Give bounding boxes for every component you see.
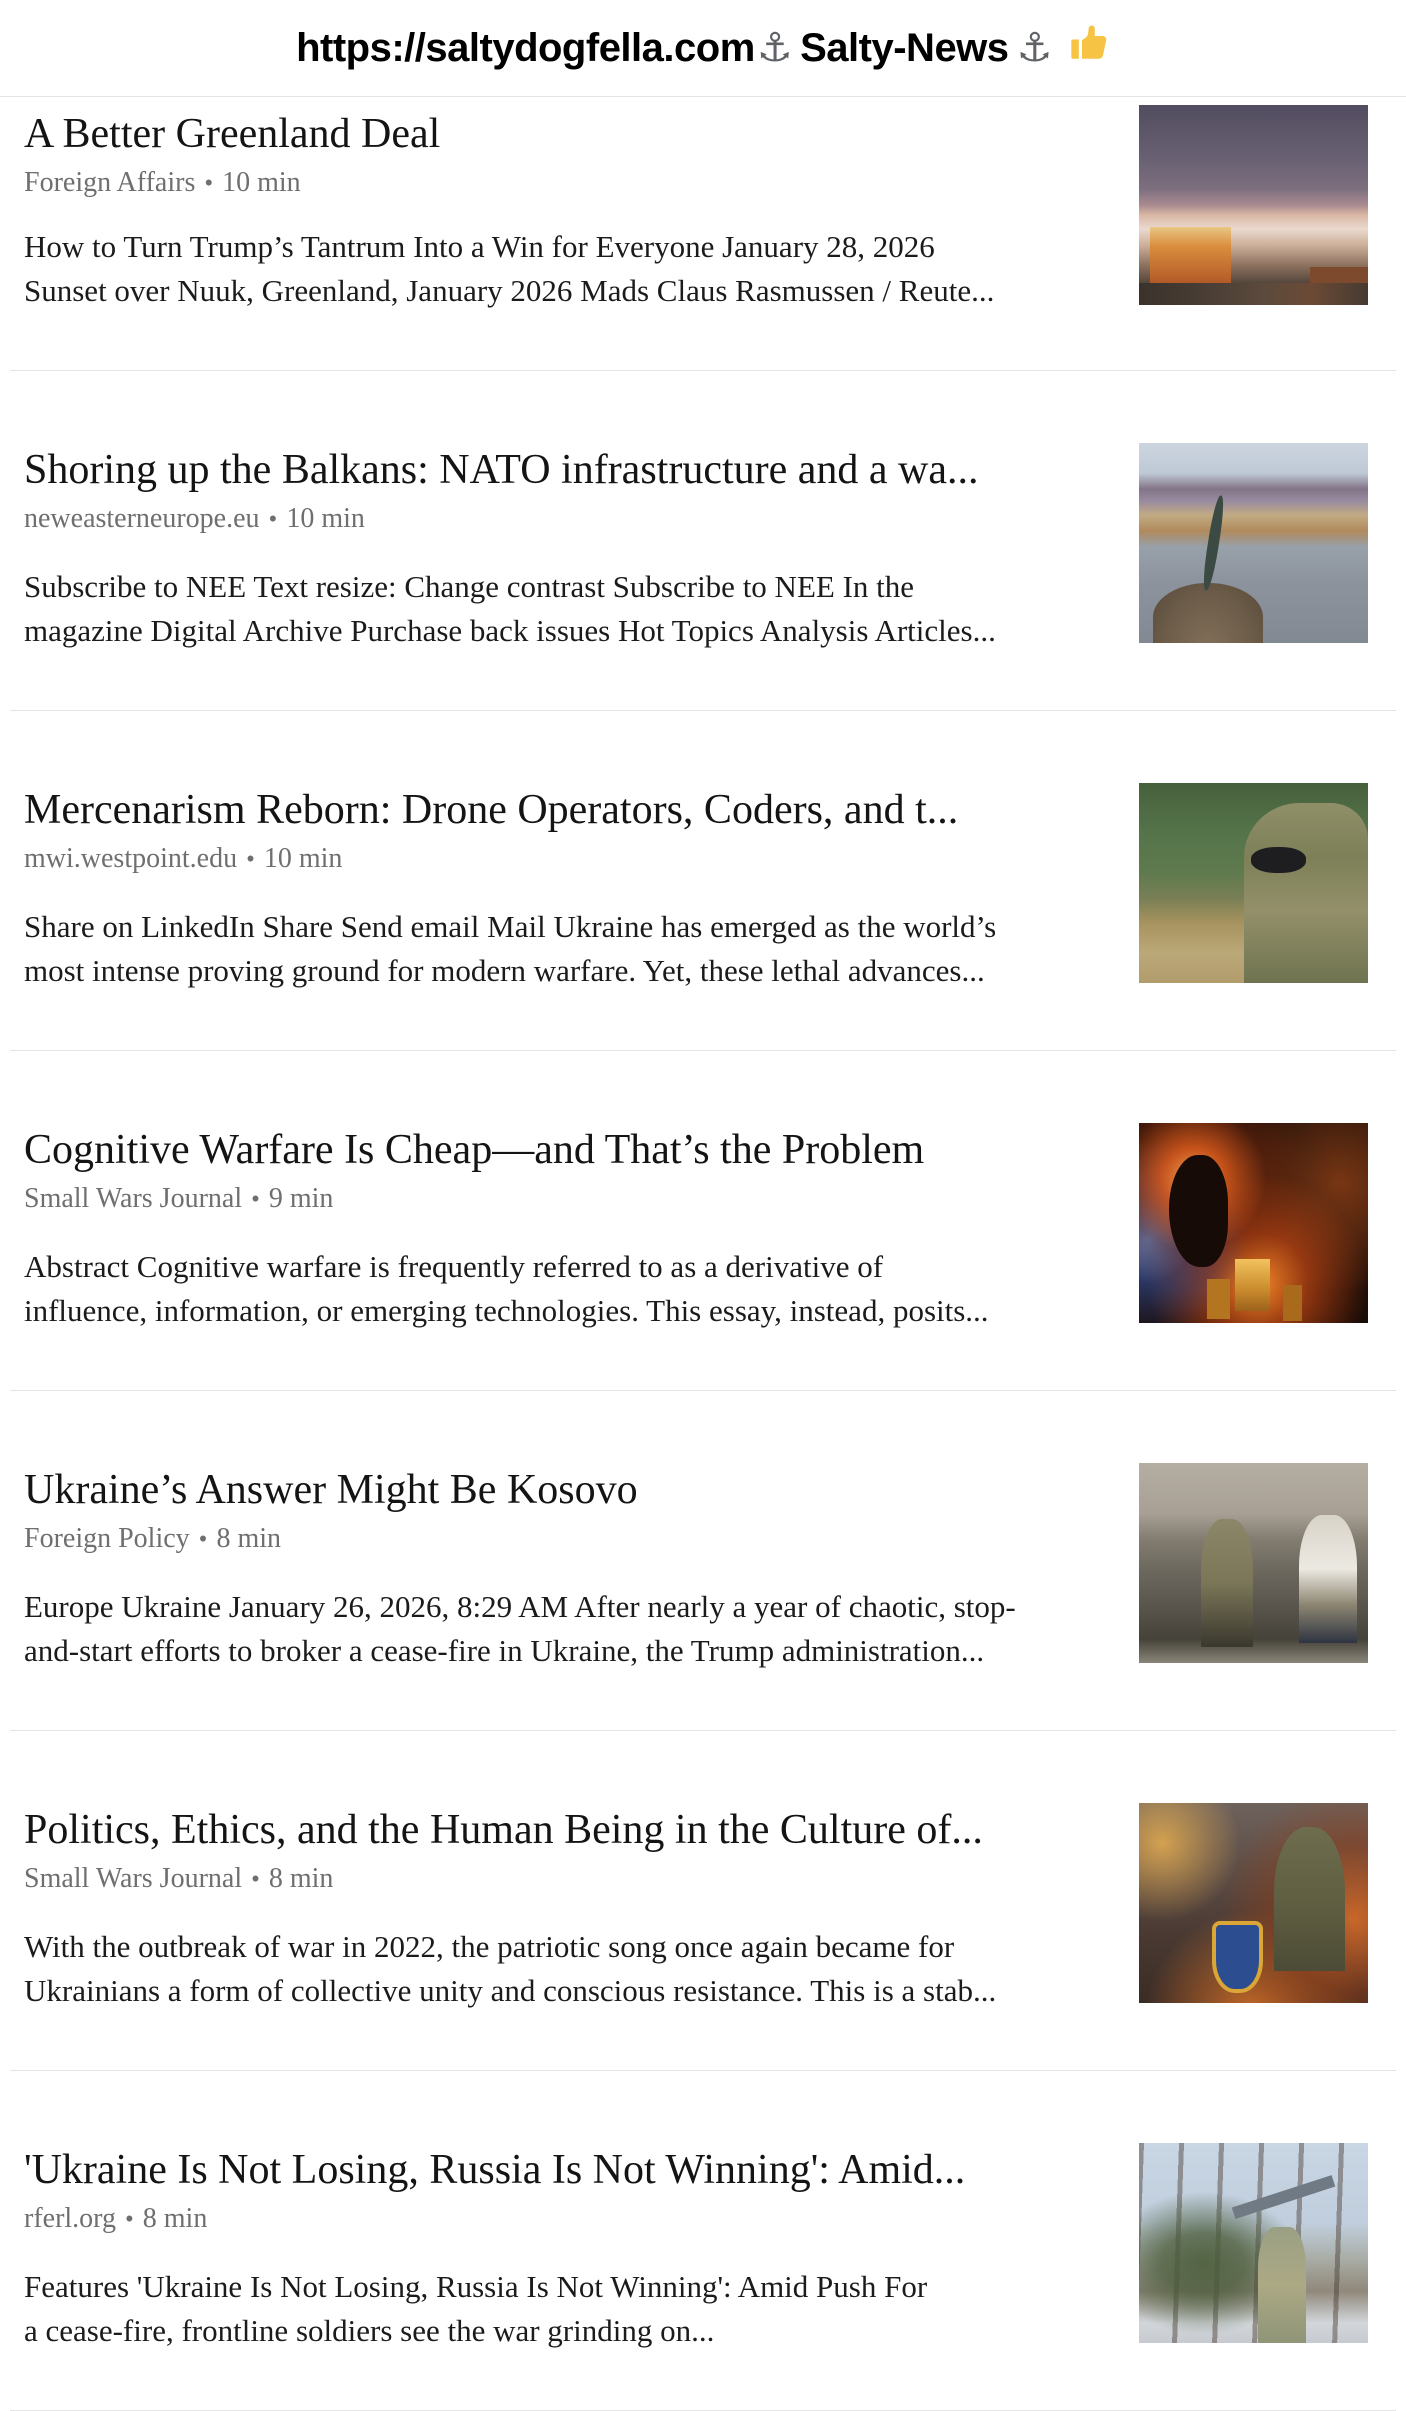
- article-title[interactable]: Cognitive Warfare Is Cheap—and That’s the Problem: [24, 1127, 925, 1173]
- meta-separator: •: [251, 1866, 260, 1893]
- article-meta: [24, 166, 1129, 201]
- meta-separator: •: [125, 2206, 134, 2233]
- article-text-block: [24, 785, 1129, 993]
- snippet-line: a cease-fire, frontline soldiers see the war grinding on...: [24, 2313, 715, 2348]
- article-list: [0, 97, 1406, 2411]
- article-text-block: [24, 109, 1129, 313]
- article-meta: [24, 842, 1129, 877]
- article-thumbnail[interactable]: [1139, 2143, 1368, 2343]
- snippet-line: Subscribe to NEE Text resize: Change contrast Subscribe to NEE In the: [24, 569, 915, 604]
- article-meta: [24, 2202, 1129, 2237]
- meta-separator: •: [268, 506, 278, 533]
- article-read-time: 10 min: [286, 503, 365, 534]
- snippet-line: most intense proving ground for modern warfare. Yet, these lethal advances...: [24, 953, 985, 988]
- anchor-icon: ⚓: [756, 25, 793, 71]
- article-source: rferl.org: [24, 2203, 116, 2234]
- article-row[interactable]: [10, 1391, 1396, 1731]
- thumbs-up-icon: [1068, 22, 1110, 74]
- article-read-time: 10 min: [222, 167, 301, 198]
- article-title[interactable]: Mercenarism Reborn: Drone Operators, Coders, and t...: [24, 787, 959, 833]
- snippet-line: Features 'Ukraine Is Not Losing, Russia Is Not Winning': Amid Push For: [24, 2269, 928, 2304]
- article-row[interactable]: [10, 97, 1396, 371]
- meta-separator: •: [198, 1526, 208, 1553]
- article-meta: [24, 1862, 1129, 1897]
- article-row[interactable]: [10, 711, 1396, 1051]
- article-title[interactable]: A Better Greenland Deal: [24, 111, 441, 157]
- article-row[interactable]: [10, 371, 1396, 711]
- article-text-block: [24, 2145, 1129, 2353]
- article-snippet: [24, 225, 1129, 313]
- article-thumbnail[interactable]: [1139, 105, 1368, 305]
- header-url-text: https://saltydogfella.com: [296, 25, 755, 70]
- article-thumbnail[interactable]: [1139, 783, 1368, 983]
- snippet-line: magazine Digital Archive Purchase back issues Hot Topics Analysis Articles...: [24, 613, 996, 648]
- meta-separator: •: [246, 846, 255, 873]
- article-text-block: [24, 1125, 1129, 1333]
- meta-separator: •: [204, 170, 214, 197]
- article-read-time: 9 min: [268, 1183, 334, 1214]
- article-snippet: [24, 1585, 1129, 1673]
- article-meta: [24, 1522, 1129, 1557]
- meta-separator: •: [251, 1186, 260, 1213]
- article-source: mwi.westpoint.edu: [24, 843, 238, 874]
- article-thumbnail[interactable]: [1139, 1463, 1368, 1663]
- site-title: Salty-News: [800, 25, 1009, 70]
- article-title[interactable]: Ukraine’s Answer Might Be Kosovo: [24, 1467, 638, 1513]
- snippet-line: Europe Ukraine January 26, 2026, 8:29 AM After nearly a year of chaotic, stop-: [24, 1589, 1016, 1624]
- article-read-time: 8 min: [216, 1523, 281, 1554]
- article-source: Small Wars Journal: [24, 1183, 243, 1214]
- snippet-line: With the outbreak of war in 2022, the patriotic song once again became for: [24, 1929, 955, 1964]
- article-text-block: [24, 445, 1129, 653]
- article-read-time: 8 min: [142, 2203, 208, 2234]
- article-title[interactable]: Shoring up the Balkans: NATO infrastructure and a wa...: [24, 447, 979, 493]
- article-read-time: 10 min: [263, 843, 343, 874]
- article-source: neweasterneurope.eu: [24, 503, 260, 534]
- article-title[interactable]: 'Ukraine Is Not Losing, Russia Is Not Winning': Amid...: [24, 2147, 966, 2193]
- article-title[interactable]: Politics, Ethics, and the Human Being in the Culture of...: [24, 1807, 983, 1853]
- snippet-line: Share on LinkedIn Share Send email Mail Ukraine has emerged as the world’s: [24, 909, 997, 944]
- article-snippet: [24, 2265, 1129, 2353]
- article-source: Foreign Policy: [24, 1523, 190, 1554]
- article-meta: [24, 1182, 1129, 1217]
- article-snippet: [24, 1925, 1129, 2013]
- article-row[interactable]: [10, 1731, 1396, 2071]
- article-source: Small Wars Journal: [24, 1863, 243, 1894]
- article-snippet: [24, 565, 1129, 653]
- snippet-line: influence, information, or emerging technologies. This essay, instead, posits...: [24, 1293, 989, 1328]
- article-thumbnail[interactable]: [1139, 443, 1368, 643]
- article-row[interactable]: [10, 1051, 1396, 1391]
- page-header: [0, 0, 1406, 97]
- article-thumbnail[interactable]: [1139, 1123, 1368, 1323]
- article-snippet: [24, 905, 1129, 993]
- article-row[interactable]: [10, 2071, 1396, 2411]
- anchor-icon: ⚓: [1016, 25, 1052, 71]
- article-read-time: 8 min: [268, 1863, 334, 1894]
- snippet-line: Sunset over Nuuk, Greenland, January 2026 Mads Claus Rasmussen / Reute...: [24, 273, 995, 308]
- snippet-line: How to Turn Trump’s Tantrum Into a Win for Everyone January 28, 2026: [24, 229, 935, 264]
- article-text-block: [24, 1805, 1129, 2013]
- article-snippet: [24, 1245, 1129, 1333]
- snippet-line: and-start efforts to broker a cease-fire in Ukraine, the Trump administration...: [24, 1633, 985, 1668]
- article-source: Foreign Affairs: [24, 167, 196, 198]
- article-thumbnail[interactable]: [1139, 1803, 1368, 2003]
- snippet-line: Abstract Cognitive warfare is frequently referred to as a derivative of: [24, 1249, 884, 1284]
- article-text-block: [24, 1465, 1129, 1673]
- snippet-line: Ukrainians a form of collective unity and conscious resistance. This is a stab...: [24, 1973, 997, 2008]
- article-meta: [24, 502, 1129, 537]
